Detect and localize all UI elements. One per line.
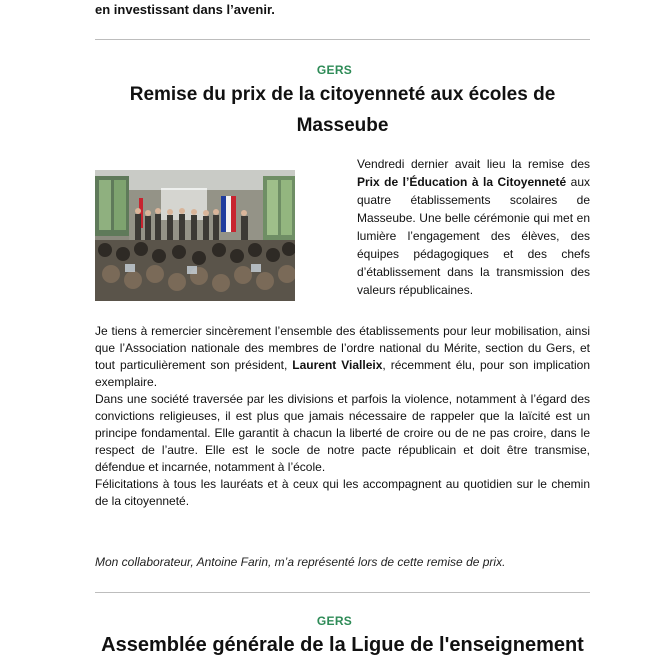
article-caption: Mon collaborateur, Antoine Farin, m’a représenté lors de cette remise de prix. bbox=[95, 555, 506, 569]
article-intro bbox=[357, 155, 590, 299]
divider bbox=[95, 592, 590, 593]
article-title[interactable]: Remise du prix de la citoyenneté aux écoles de Masseube bbox=[129, 84, 556, 136]
ceremony-photo bbox=[95, 170, 295, 301]
article-title[interactable]: Assemblée générale de la Ligue de l'enseignement bbox=[101, 634, 584, 656]
intro-text-end: aux quatre établissements scolaires de Masseube. Une belle cérémonie qui met en lumière l’engagement des élèves, des équipes pédagogiques et des chefs d’établissement dans la transmission des valeurs républicaines. bbox=[357, 175, 590, 297]
article-tag[interactable]: GERS bbox=[316, 63, 353, 77]
paragraph-text: , récemment élu, pour son implication exemplaire. bbox=[95, 358, 590, 389]
article-body bbox=[95, 323, 590, 510]
previous-article-tail: en investissant dans l’avenir. bbox=[95, 2, 275, 17]
body-paragraph: Dans une société traversée par les divisions et parfois la violence, notamment à l’égard des convictions religieuses, il est plus que jamais nécessaire de rappeler que la laïcité est un principe fondamental. Elle garantit à chacun la liberté de croire ou de ne pas croire, dans le respect de l’autre. Elle est le socle de notre pacte républicain et doit être transmise, défendue et incarnée, notamment à l’école. bbox=[95, 392, 590, 474]
president-name: Laurent Vialleix bbox=[292, 358, 383, 372]
intro-text-start: Vendredi dernier avait lieu la remise des bbox=[357, 157, 590, 171]
article-tag[interactable]: GERS bbox=[316, 614, 353, 628]
prize-name: Prix de l’Éducation à la Citoyenneté bbox=[357, 175, 567, 189]
body-paragraph: Félicitations à tous les lauréats et à ceux qui les accompagnent au quotidien sur le chemin de la citoyenneté. bbox=[95, 477, 590, 508]
body-paragraph bbox=[95, 323, 590, 391]
divider bbox=[95, 39, 590, 40]
paragraph-text: Je tiens à remercier sincèrement l’ensemble des établissements pour leur mobilisation, ainsi que l’Association nationale des membres de l’ordre national du Mérite, section du Gers, et tout particulièrement son président, bbox=[95, 324, 590, 372]
